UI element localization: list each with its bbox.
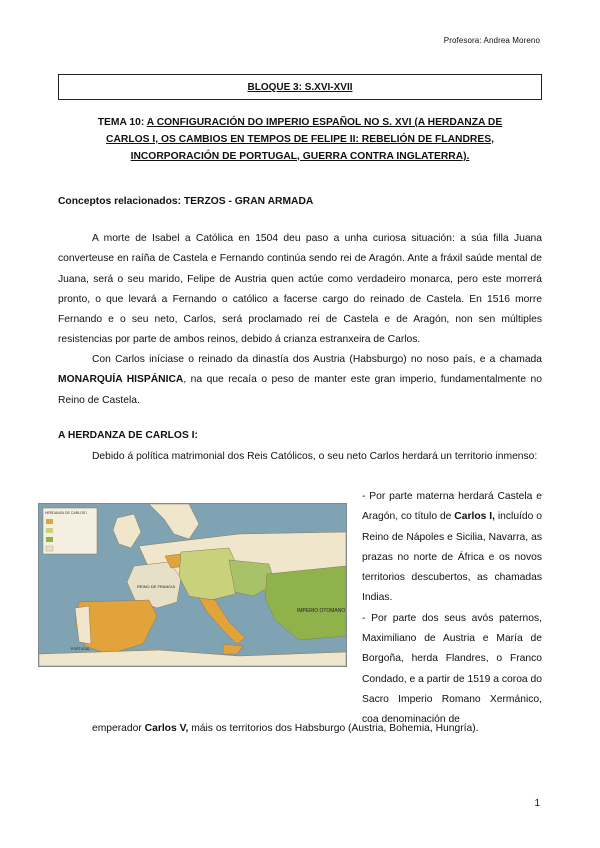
emperor-strong: Carlos V,: [144, 723, 189, 734]
related-concepts: Conceptos relacionados: TERZOS - GRAN ARMADA: [58, 196, 314, 207]
theme-line-3: INCORPORACIÓN DE PORTUGAL, GUERRA CONTRA INGLATERRA).: [130, 151, 470, 162]
inheritance-intro: [58, 447, 542, 467]
teacher-name: Profesora: Andrea Moreno: [443, 36, 540, 45]
dynasty-strong: MONARQUÍA HISPÁNICA: [58, 374, 184, 386]
maternal-text-after: incluído o Reino de Nápoles e Sicilia, Navarra, as prazas no norte de África e os novos territorios descubertos, as chamadas Indias.: [362, 511, 542, 604]
europe-map-image: [38, 503, 347, 667]
block-title-box: [58, 74, 542, 100]
map-label-france: REINO DE FRANCIA: [137, 584, 176, 589]
section-heading: A HERDANZA DE CARLOS I:: [58, 430, 198, 441]
dynasty-paragraph: [58, 350, 542, 411]
map-label-portugal: PORTUGAL: [71, 647, 91, 651]
page-number: 1: [534, 798, 540, 809]
maternal-text-before: - Por parte materna herdará Castela e Aragón, co título de: [362, 491, 542, 523]
inheritance-intro-text: Debido á política matrimonial dos Reis Católicos, o seu neto Carlos herdará un territorio inmenso:: [92, 451, 538, 462]
intro-text: A morte de Isabel a Católica en 1504 deu paso a unha curiosa situación: a súa filla Juana converteuse en raíña de Castela e Fernando continúa sendo rei de Aragón. Ante a fráxil saúde mental de Juana, será o seu marido, Felipe de Austria quen actúe como verdadeiro monarca, pero este morrerá pronto, o que levará a Fernando o católico a facerse cargo do reinado de Castela. En 1516 morre Fernando e o seu neto, Carlos, será proclamado rei de Castela e de Aragón, non sen múltiples resistencias por parte de ambos reinos, debido á crianza estranxeira de Carlos.: [58, 233, 542, 346]
paternal-inheritance: [362, 609, 542, 731]
map-label-ottoman: IMPERIO OTOMANO: [297, 608, 346, 614]
emperor-text-after: máis os territorios dos Habsburgo (Austria, Bohemia, Hungría).: [188, 723, 479, 734]
map-legend-title: HERDANZA DE CARLOS I: [45, 511, 88, 515]
paternal-text: - Por parte dos seus avós paternos, Maximiliano de Austria e María de Borgoña, herda Flandres, o Franco Condado, e a partir de 1519 a coroa do Sacro Imperio Romano Xermánico, coa denominación de: [362, 612, 542, 726]
theme-line-1: [58, 114, 542, 131]
intro-paragraph: [58, 229, 542, 351]
emperor-text-before: emperador: [92, 723, 145, 734]
maternal-inheritance: [362, 487, 542, 609]
theme-text-1: A CONFIGURACIÓN DO IMPERIO ESPAÑOL NO S. XVI (A HERDANZA DE: [146, 117, 503, 128]
europe-map-svg: [39, 504, 346, 666]
block-title: BLOQUE 3: S.XVI-XVII: [247, 81, 353, 93]
emperor-line: [92, 723, 479, 734]
dynasty-text-before: Con Carlos iníciase o reinado da dinastía dos Austria (Habsburgo) no noso país, e a chamada: [92, 354, 542, 365]
theme-line-2: CARLOS I, OS CAMBIOS EN TEMPOS DE FELIPE II: REBELIÓN DE FLANDRES,: [106, 134, 494, 145]
maternal-strong: Carlos I,: [454, 511, 495, 523]
inheritance-list: [362, 487, 542, 731]
theme-prefix: TEMA 10:: [97, 117, 147, 128]
theme-title: [58, 114, 542, 165]
dynasty-text-after: , na que recaía o peso de manter este gran imperio, fundamentalmente no Reino de Castela.: [58, 374, 542, 406]
